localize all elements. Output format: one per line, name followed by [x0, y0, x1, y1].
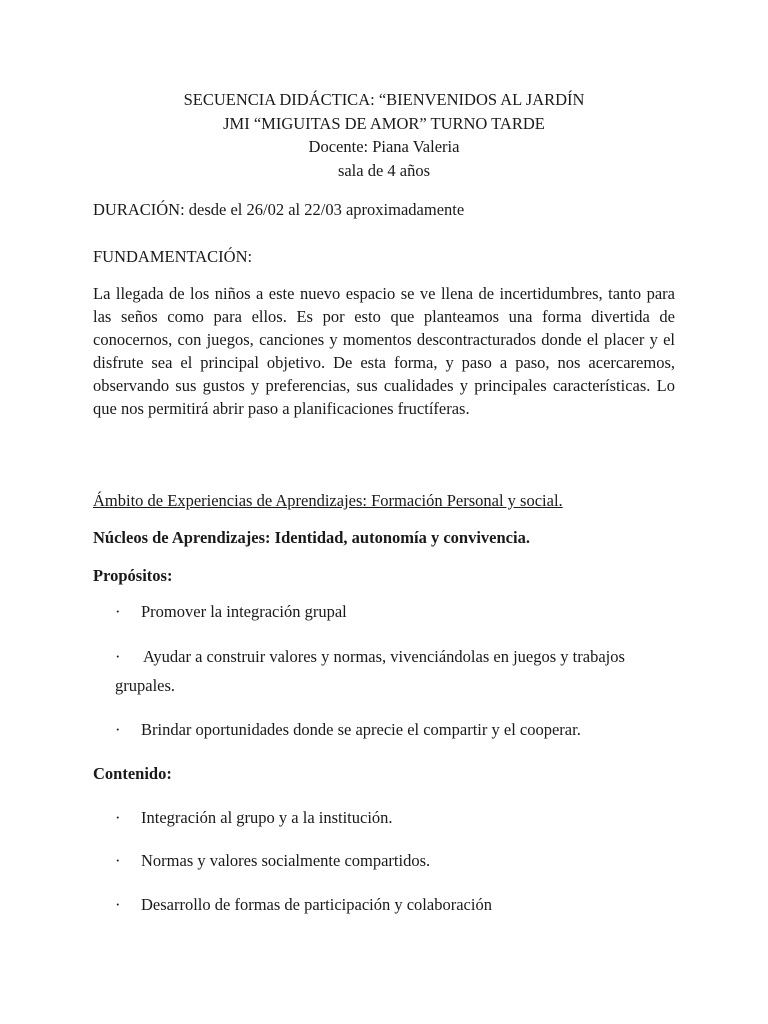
classroom-line: sala de 4 años	[337, 160, 431, 180]
list-item-text: Ayudar a construir valores y normas, vivenciándolas en juegos y trabajos grupales.	[115, 647, 625, 695]
document-header	[0, 88, 768, 182]
list-item-text: Promover la integración grupal	[141, 602, 347, 621]
fundamentacion-body: La llegada de los niños a este nuevo espacio se ve llena de incertidumbres, tanto para las seños como para ellos. Es por esto que planteamos una forma divertida de conocernos, con juegos, canciones y momentos descontracturados donde el placer y el disfrute sea el principal objetivo. De esta forma, y paso a paso, nos acercaremos, observando sus gustos y preferencias, sus cualidades y principales características. Lo que nos permitirá abrir paso a planificaciones fructíferas.	[93, 284, 675, 418]
ambito-heading: Ámbito de Experiencias de Aprendizajes: Formación Personal y social.	[93, 491, 563, 510]
bullet-icon: ·	[115, 808, 121, 827]
bullet-icon: ·	[115, 602, 121, 621]
bullet-icon: ·	[115, 647, 121, 666]
teacher-line: Docente: Piana Valeria	[308, 137, 460, 156]
list-item	[115, 890, 675, 919]
list-item	[115, 846, 675, 875]
list-item-text: Normas y valores socialmente compartidos.	[141, 851, 431, 870]
duration-line: DURACIÓN: desde el 26/02 al 22/03 aproximadamente	[93, 200, 465, 219]
list-item-text: Desarrollo de formas de participación y colaboración	[141, 895, 492, 914]
nucleos-heading: Núcleos de Aprendizajes: Identidad, autonomía y convivencia.	[93, 528, 530, 547]
list-item	[115, 803, 675, 832]
list-item	[115, 597, 675, 626]
document-title: SECUENCIA DIDÁCTICA: “BIENVENIDOS AL JARDÍN	[183, 90, 585, 109]
contenido-heading: Contenido:	[93, 764, 172, 783]
list-item-text: Integración al grupo y a la institución.	[141, 808, 393, 827]
bullet-icon: ·	[115, 720, 121, 739]
list-item-text: Brindar oportunidades donde se aprecie el compartir y el cooperar.	[141, 720, 581, 739]
propositos-heading: Propósitos:	[93, 566, 173, 585]
bullet-icon: ·	[115, 851, 121, 870]
bullet-icon: ·	[115, 895, 121, 914]
institution-line: JMI “MIGUITAS DE AMOR” TURNO TARDE	[223, 113, 545, 133]
list-item	[115, 715, 675, 744]
list-item	[115, 642, 675, 700]
fundamentacion-heading: FUNDAMENTACIÓN:	[93, 247, 253, 266]
